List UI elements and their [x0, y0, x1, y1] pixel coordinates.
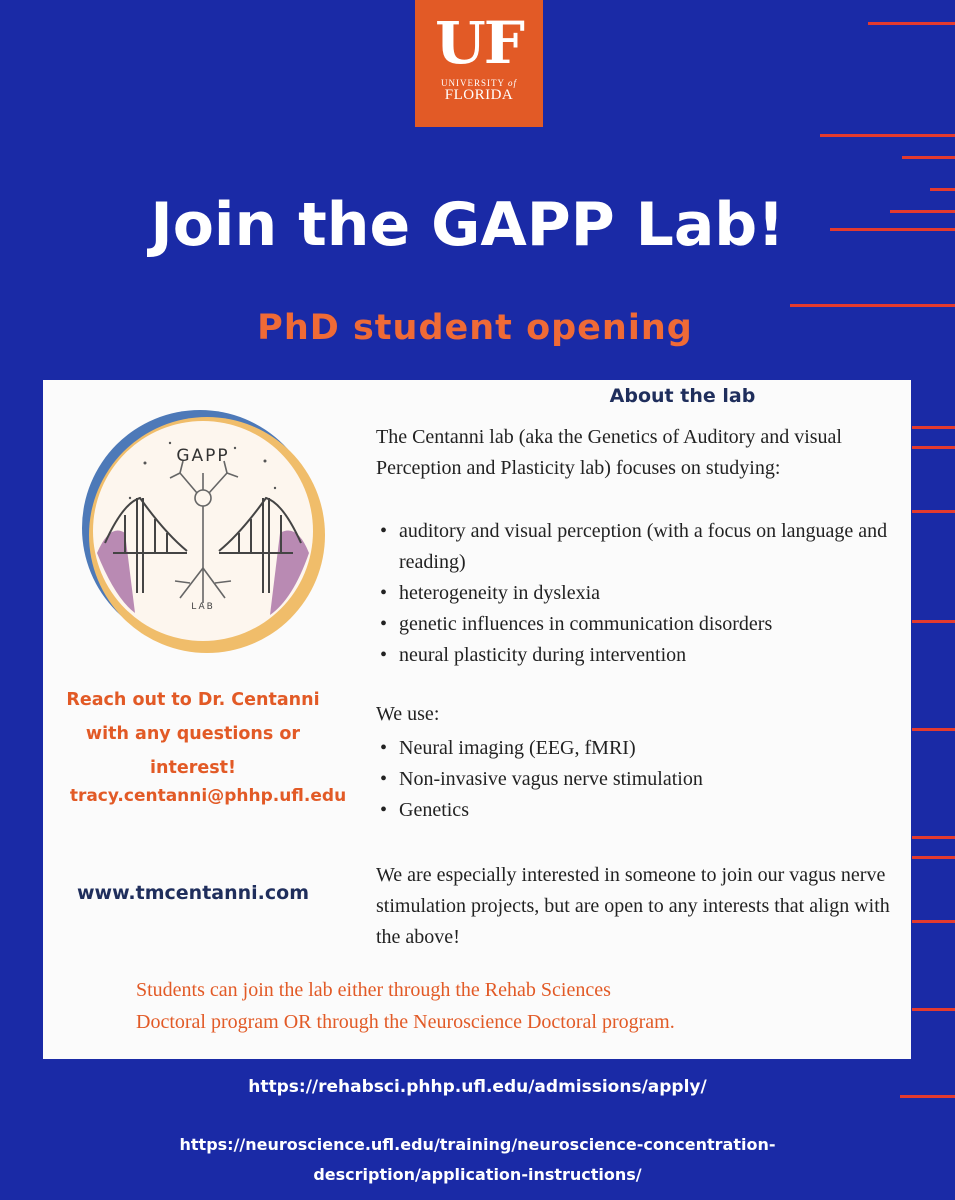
decor-stripe [790, 304, 955, 307]
decor-stripe [868, 22, 955, 25]
decor-stripe [912, 728, 955, 731]
link-line: https://neuroscience.ufl.edu/training/neuroscience-concentration- [179, 1135, 776, 1154]
contact-message [43, 683, 343, 785]
uf-logo-florida: FLORIDA [444, 87, 514, 103]
decor-stripe [912, 856, 955, 859]
students-line: Students can join the lab either through the Rehab Sciences [136, 979, 611, 1001]
students-line: Doctoral program OR through the Neuroscience Doctoral program. [136, 1011, 675, 1033]
list-item: • heterogeneity in dyslexia [376, 578, 906, 609]
students-note [136, 974, 896, 1038]
list-item: • Neural imaging (EEG, fMRI) [376, 733, 906, 764]
contact-line: Reach out to Dr. Centanni [66, 690, 320, 710]
about-heading: About the lab [609, 385, 756, 407]
list-item: • Genetics [376, 795, 906, 826]
list-item: • Non-invasive vagus nerve stimulation [376, 764, 906, 795]
list-item: • neural plasticity during intervention [376, 640, 906, 671]
uf-logo-mark: UF [435, 9, 523, 77]
contact-line: with any questions or [85, 724, 301, 744]
decor-stripe [912, 510, 955, 513]
decor-stripe [912, 446, 955, 449]
we-use-label: We use: [376, 703, 440, 725]
focus-list [376, 516, 906, 671]
neuroscience-apply-link[interactable] [0, 1130, 955, 1190]
decor-stripe [912, 620, 955, 623]
uf-logo-university: UNIVERSITY of [441, 78, 517, 88]
list-item: • genetic influences in communication disorders [376, 609, 906, 640]
decor-stripe [902, 156, 955, 159]
page-subtitle: PhD student opening [257, 308, 693, 348]
list-item: • auditory and visual perception (with a focus on language and reading) [376, 516, 906, 578]
decor-stripe [912, 836, 955, 839]
website-link[interactable]: www.tmcentanni.com [76, 882, 310, 904]
rehab-apply-link[interactable]: https://rehabsci.phhp.ufl.edu/admissions/apply/ [248, 1077, 707, 1097]
decor-stripe [820, 134, 955, 137]
page-title: Join the GAPP Lab! [150, 190, 785, 260]
decor-stripe [912, 920, 955, 923]
closing-text: We are especially interested in someone to join our vagus nerve stimulation projects, but are open to any interests that align with the above! [376, 864, 890, 948]
contact-email-link[interactable]: tracy.centanni@phhp.ufl.edu [69, 786, 347, 806]
gapp-lab-logo [75, 403, 325, 653]
logo-bottom-text: LAB [191, 602, 215, 612]
uf-logo [415, 0, 543, 127]
contact-line: interest! [150, 758, 236, 778]
methods-list [376, 733, 906, 826]
logo-top-text: GAPP [176, 446, 230, 466]
about-intro: The Centanni lab (aka the Genetics of Auditory and visual Perception and Plasticity lab) focuses on studying: [376, 426, 842, 479]
decor-stripe [912, 426, 955, 429]
link-line: description/application-instructions/ [313, 1165, 642, 1184]
decor-stripe [912, 1008, 955, 1011]
